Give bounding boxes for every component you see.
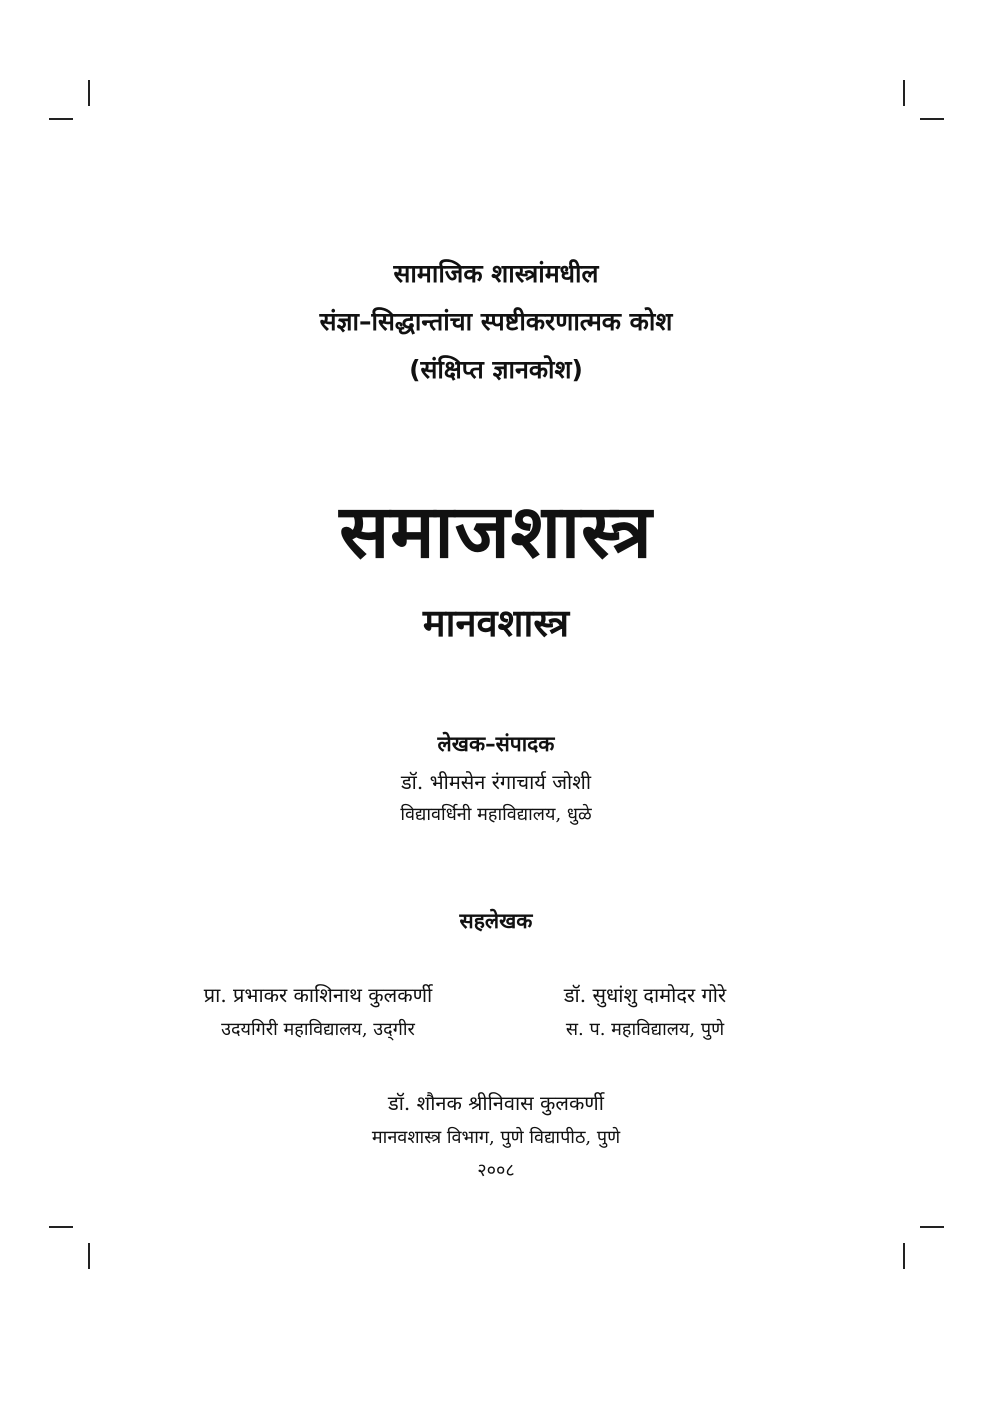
coauthor-left-name: प्रा. प्रभाकर काशिनाथ कुलकर्णी bbox=[203, 983, 433, 1007]
crop-mark-bottom-right-vertical bbox=[903, 1243, 905, 1269]
coauthors-heading: सहलेखक bbox=[459, 909, 533, 933]
coauthor-left-institution: उदयगिरी महाविद्यालय, उद्‌गीर bbox=[221, 1019, 415, 1040]
coauthor-right-name: डॉ. सुधांशु दामोदर गोरे bbox=[563, 983, 727, 1007]
main-title: समाजशास्त्र bbox=[339, 489, 653, 575]
crop-mark-bottom-right-horizontal bbox=[920, 1226, 944, 1228]
crop-mark-top-left-horizontal bbox=[49, 118, 73, 120]
crop-mark-top-right-vertical bbox=[903, 80, 905, 106]
editor-institution: विद्यावर्धिनी महाविद्यालय, धुळे bbox=[400, 804, 592, 825]
coauthor-third-name: डॉ. शौनक श्रीनिवास कुलकर्णी bbox=[388, 1091, 604, 1115]
coauthor-right-institution: स. प. महाविद्यालय, पुणे bbox=[565, 1019, 725, 1040]
publication-year: २००८ bbox=[477, 1160, 515, 1181]
crop-mark-bottom-left-vertical bbox=[88, 1243, 90, 1269]
editor-heading: लेखक–संपादक bbox=[437, 732, 555, 756]
crop-mark-bottom-left-horizontal bbox=[49, 1226, 73, 1228]
coauthor-third-institution: मानवशास्त्र विभाग, पुणे विद्यापीठ, पुणे bbox=[371, 1127, 621, 1148]
editor-name: डॉ. भीमसेन रंगाचार्य जोशी bbox=[400, 770, 592, 794]
subtitle-line-3: (संक्षिप्त ज्ञानकोश) bbox=[409, 355, 583, 384]
subtitle-line-2: संज्ञा–सिद्धान्तांचा स्पष्टीकरणात्मक कोश bbox=[319, 307, 673, 336]
subtitle-line-1: सामाजिक शास्त्रांमधील bbox=[393, 259, 599, 288]
crop-mark-top-right-horizontal bbox=[920, 118, 944, 120]
crop-mark-top-left-vertical bbox=[88, 80, 90, 106]
second-title: मानवशास्त्र bbox=[422, 601, 570, 645]
